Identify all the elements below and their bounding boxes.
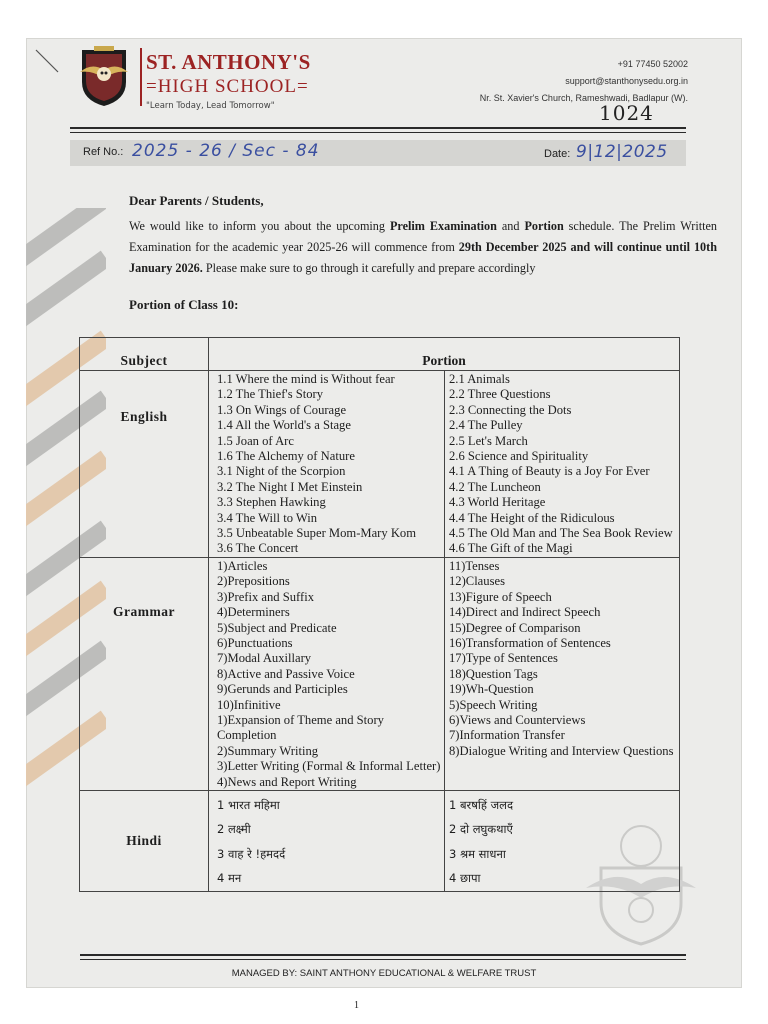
english-col1 <box>209 371 445 558</box>
portion-table <box>79 337 680 892</box>
portion-item: 5)Subject and Predicate <box>217 620 337 635</box>
contact-address: Nr. St. Xavier's Church, Rameshwadi, Badlapur (W). <box>479 93 688 103</box>
portion-item: 2.3 Connecting the Dots <box>449 402 572 417</box>
portion-item: 4.4 The Height of the Ridiculous <box>449 510 615 525</box>
portion-item: 1.1 Where the mind is Without fear <box>217 372 395 386</box>
portion-item: 4.3 World Heritage <box>449 495 546 510</box>
table-row-grammar <box>80 557 680 790</box>
contact-block <box>480 56 688 107</box>
portion-item: 7)Information Transfer <box>449 728 565 743</box>
body-text: schedule. The Prelim Written Examination for the academic year 2025-26 will commence from <box>129 219 717 254</box>
table-header-row <box>80 338 680 371</box>
page-number: 1 <box>354 1000 359 1011</box>
portion-item: 3.1 Night of the Scorpion <box>217 464 346 479</box>
portion-item: 1.5 Joan of Arc <box>217 433 294 448</box>
portion-item: 5)Speech Writing <box>449 697 538 712</box>
portion-title: Portion of Class 10: <box>129 297 239 312</box>
english-col2 <box>445 371 680 558</box>
portion-item: 10)Infinitive <box>217 697 281 712</box>
portion-item: 4.2 The Luncheon <box>449 479 541 494</box>
portion-item: 14)Direct and Indirect Speech <box>449 605 601 620</box>
ref-value: 2025 - 26 / Sec - 84 <box>132 141 320 161</box>
portion-item: 2.1 Animals <box>449 372 510 386</box>
grammar-col2 <box>445 557 680 790</box>
portion-item: 1.6 The Alchemy of Nature <box>217 449 355 464</box>
contact-phone: +91 77450 52002 <box>617 59 688 69</box>
body-text: We would like to inform you about the upcoming <box>129 219 390 233</box>
portion-item: 1)Expansion of Theme and Story Completion <box>217 712 384 743</box>
subject-grammar: Grammar <box>80 557 209 790</box>
portion-item: 4.5 The Old Man and The Sea Book Review <box>449 526 673 541</box>
portion-item: 18)Question Tags <box>449 666 538 681</box>
portion-item: 3 श्रम साधना <box>449 846 506 861</box>
body-text: and <box>496 219 525 233</box>
school-name-line2: =HIGH SCHOOL= <box>146 76 309 97</box>
portion-item: 4 छापा <box>449 871 481 886</box>
school-name-line1: ST. ANTHONY'S <box>146 50 311 74</box>
hindi-col1 <box>209 790 445 891</box>
portion-item: 15)Degree of Comparison <box>449 620 581 635</box>
portion-item: 13)Figure of Speech <box>449 589 552 604</box>
portion-item: 12)Clauses <box>449 574 505 589</box>
letter-body <box>129 216 717 279</box>
portion-item: 4)News and Report Writing <box>217 774 357 789</box>
portion-item: 3)Letter Writing (Formal & Informal Letter) <box>217 759 441 774</box>
portion-item: 17)Type of Sentences <box>449 651 558 666</box>
portion-item: 7)Modal Auxillary <box>217 651 312 666</box>
portion-item: 16)Transformation of Sentences <box>449 635 611 650</box>
ref-label: Ref No.: <box>83 146 124 158</box>
portion-item: 4)Determiners <box>217 605 290 620</box>
portion-item: 8)Dialogue Writing and Interview Questions <box>449 743 674 758</box>
portion-item: 3.5 Unbeatable Super Mom-Mary Kom <box>217 526 417 541</box>
contact-email: support@stanthonysedu.org.in <box>565 76 688 86</box>
portion-item: 2.6 Science and Spirituality <box>449 449 589 464</box>
portion-item: 1.4 All the World's a Stage <box>217 418 351 433</box>
portion-item: 3)Prefix and Suffix <box>217 589 315 604</box>
portion-item: 6)Views and Counterviews <box>449 712 586 727</box>
handwritten-number: 1024 <box>599 101 654 125</box>
salutation: Dear Parents / Students, <box>129 193 264 208</box>
portion-item: 2.5 Let's March <box>449 433 528 448</box>
portion-item: 2)Summary Writing <box>217 743 319 758</box>
letter-page <box>26 38 742 988</box>
header-rule-thin <box>70 132 686 133</box>
header-rule <box>70 127 686 129</box>
portion-item: 1)Articles <box>217 558 268 573</box>
portion-item: 19)Wh-Question <box>449 682 534 697</box>
portion-item: 2.4 The Pulley <box>449 418 523 433</box>
scan-mark <box>32 44 62 74</box>
portion-item: 6)Punctuations <box>217 635 293 650</box>
portion-item: 2 लक्ष्मी <box>217 822 251 837</box>
portion-item: 4.6 The Gift of the Magi <box>449 541 573 556</box>
portion-item: 4 मन <box>217 871 242 886</box>
school-logo-icon <box>76 44 132 108</box>
portion-item: 2)Prepositions <box>217 574 290 589</box>
school-name-block <box>146 50 311 111</box>
portion-item: 9)Gerunds and Participles <box>217 682 348 697</box>
portion-item: 3.3 Stephen Hawking <box>217 495 326 510</box>
date-value: 9|12|2025 <box>576 142 668 162</box>
footer-rule <box>80 954 686 956</box>
footer-rule-thin <box>80 959 686 960</box>
table-row-hindi <box>80 790 680 891</box>
body-bold-exam: Prelim Examination <box>389 219 497 233</box>
portion-item: 3 वाह रे !हमदर्द <box>217 846 286 861</box>
hindi-col2 <box>445 790 680 891</box>
header-subject: Subject <box>80 338 209 371</box>
portion-item: 1.3 On Wings of Courage <box>217 402 347 417</box>
date-label: Date: <box>544 148 571 160</box>
portion-item: 8)Active and Passive Voice <box>217 666 355 681</box>
body-bold-portion: Portion <box>524 219 564 233</box>
portion-item: 11)Tenses <box>449 558 500 573</box>
body-bold-dates: 29th December 2025 and will continue until 10th January 2026. <box>129 240 717 275</box>
portion-item: 4.1 A Thing of Beauty is a Joy For Ever <box>449 464 650 479</box>
portion-item: 3.6 The Concert <box>217 541 299 556</box>
table-row-english <box>80 371 680 558</box>
subject-english: English <box>80 371 209 558</box>
portion-item: 1.2 The Thief's Story <box>217 387 324 402</box>
school-tagline: "Learn Today, Lead Tomorrow" <box>146 101 275 111</box>
header-portion: Portion <box>209 338 680 371</box>
body-text: Please make sure to go through it carefully and prepare accordingly <box>202 261 536 275</box>
subject-hindi: Hindi <box>80 790 209 891</box>
footer-managed-by: MANAGED BY: SAINT ANTHONY EDUCATIONAL & WELFARE TRUST <box>231 968 537 979</box>
portion-item: 1 बरषहिं जलद <box>449 797 514 812</box>
portion-item: 3.2 The Night I Met Einstein <box>217 479 363 494</box>
grammar-col1 <box>209 557 445 790</box>
portion-item: 3.4 The Will to Win <box>217 510 318 525</box>
header-divider <box>140 48 142 106</box>
portion-item: 2 दो लघुकथाएँ <box>449 822 513 837</box>
portion-item: 2.2 Three Questions <box>449 387 551 402</box>
portion-item: 1 भारत महिमा <box>217 797 280 812</box>
